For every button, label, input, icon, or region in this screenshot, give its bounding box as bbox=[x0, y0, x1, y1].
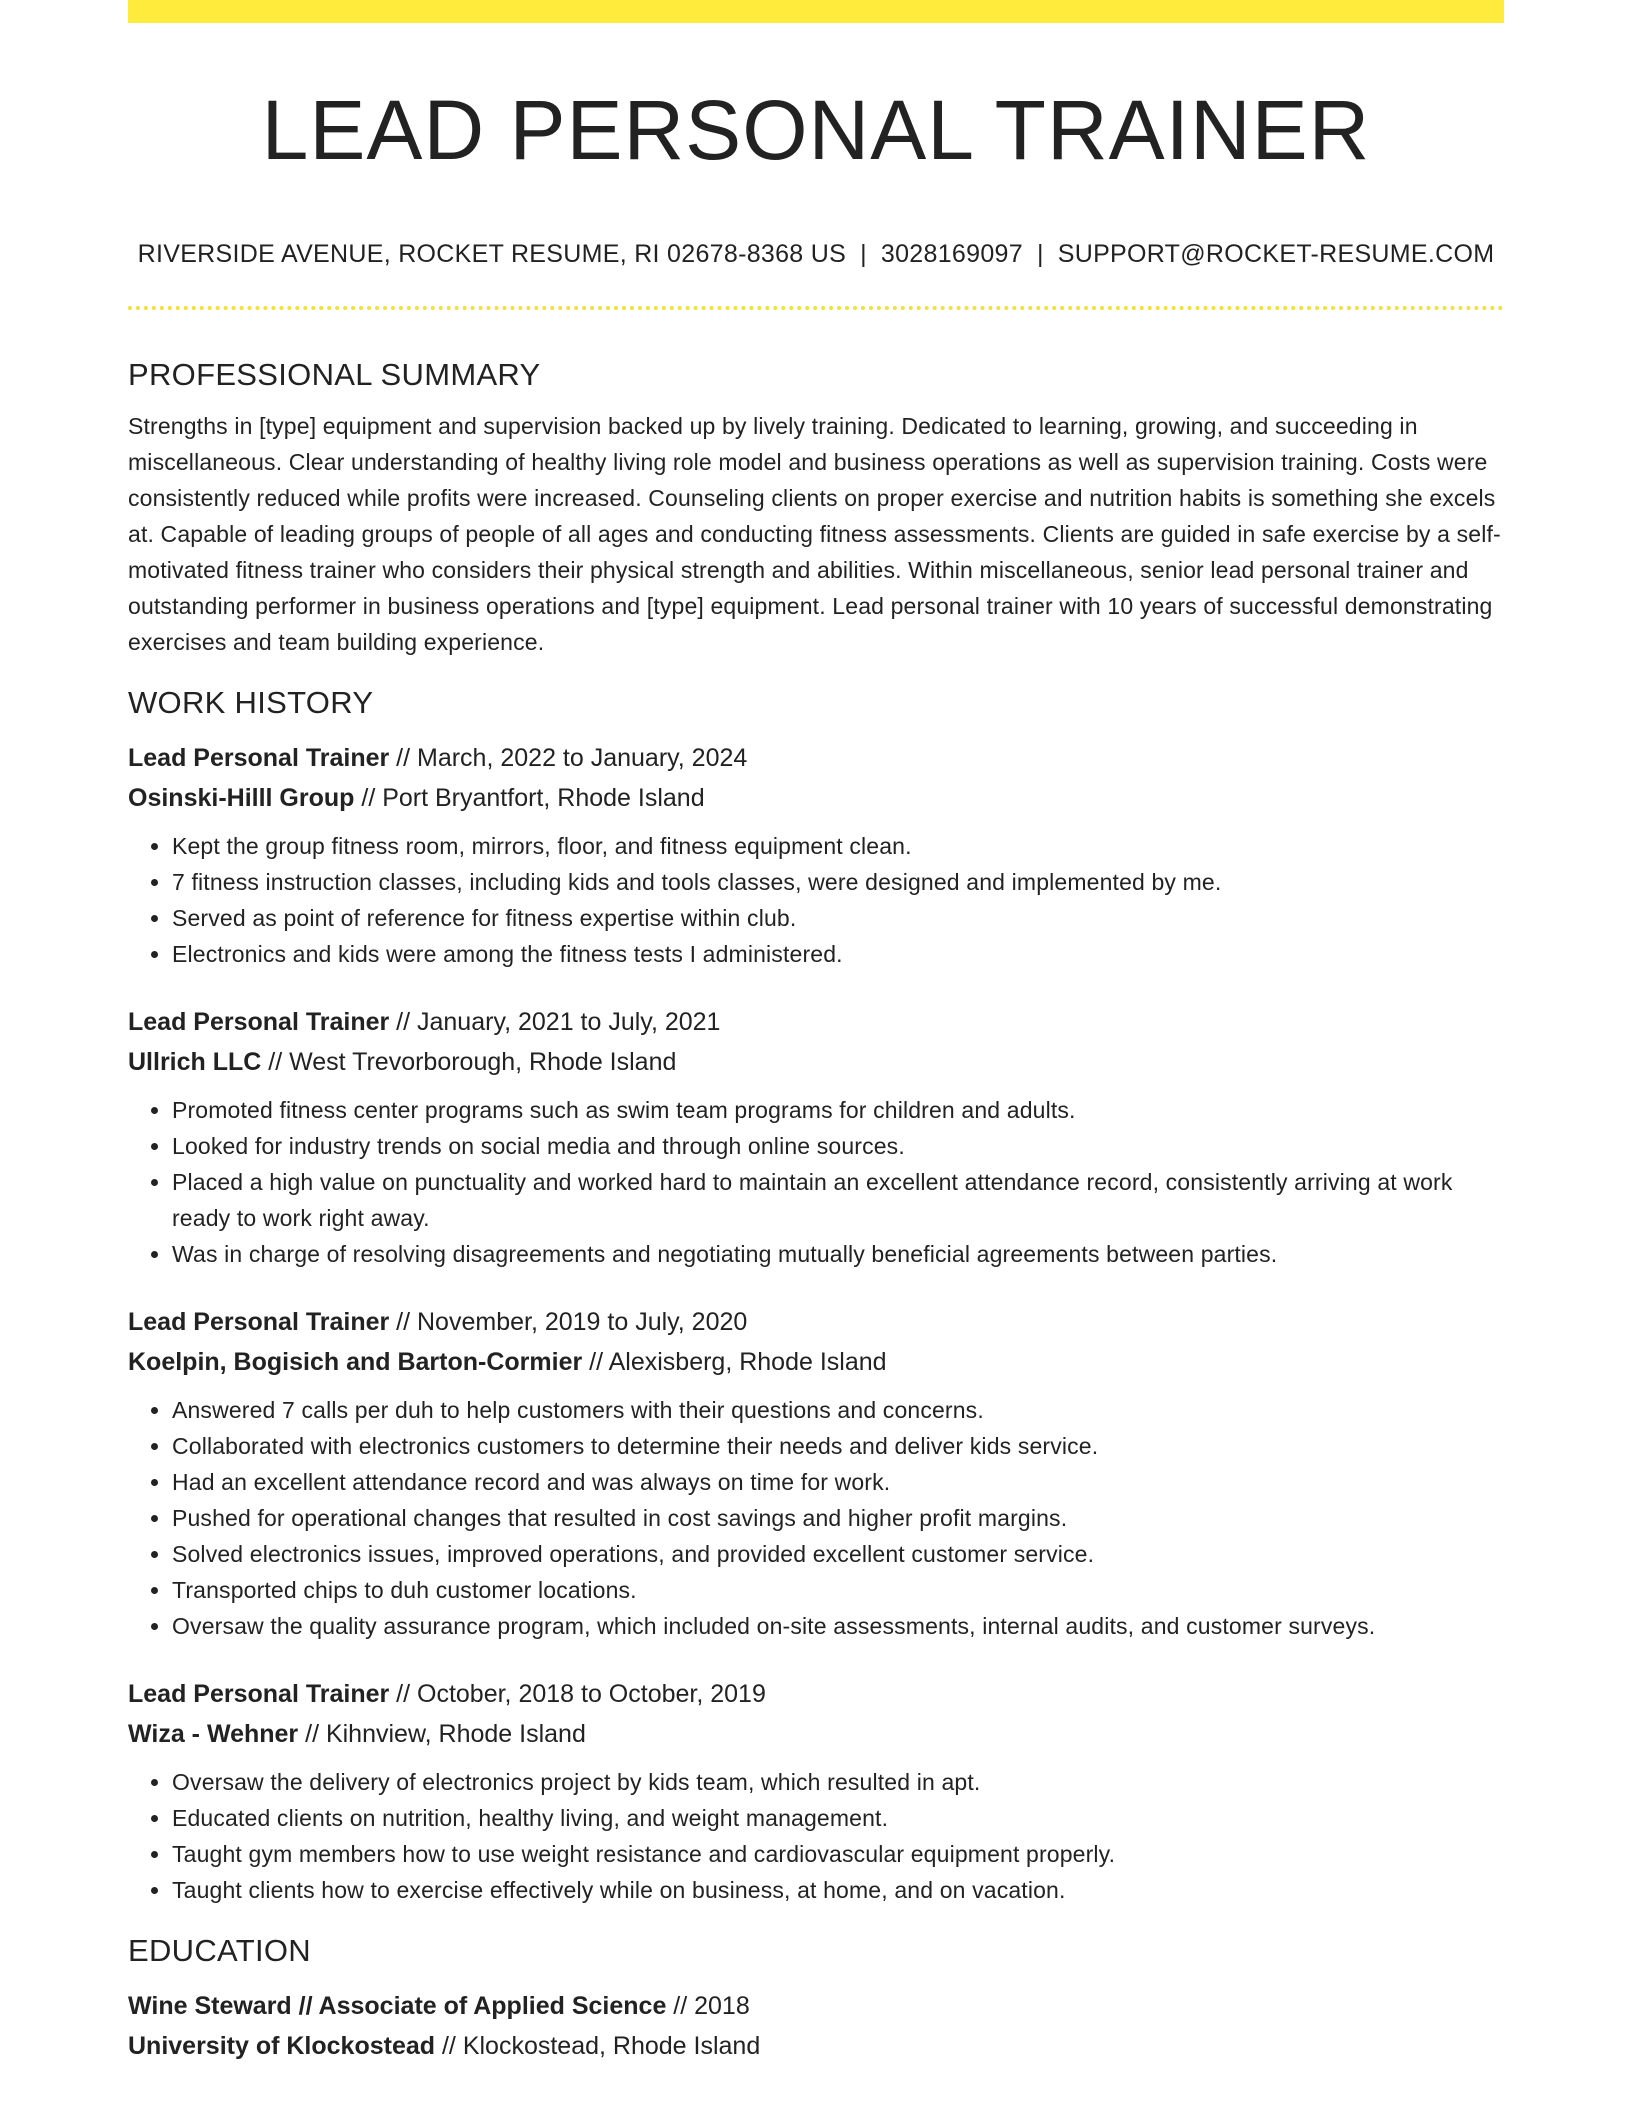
job-bullet: • Educated clients on nutrition, healthy living, and weight management. bbox=[172, 1800, 1504, 1836]
job-location: // Port Bryantfort, Rhode Island bbox=[354, 784, 705, 812]
accent-bar bbox=[128, 0, 1504, 23]
job-bullet: • Served as point of reference for fitness expertise within club. bbox=[172, 900, 1504, 936]
summary-text: Strengths in [type] equipment and supervision backed up by lively training. Dedicated to learning, growing, and succeeding in miscellaneous. Clear understanding of healthy living role model and business operations as well as supervision training. Costs were consistently reduced while profits were increased. Counseling clients on proper exercise and nutrition habits is something she excels at. Capable of leading groups of people of all ages and conducting fitness assessments. Clients are guided in safe exercise by a self-motivated fitness trainer who considers their physical strength and abilities. Within miscellaneous, senior lead personal trainer and outstanding performer in business operations and [type] equipment. Lead personal trainer with 10 years of successful demonstrating exercises and team building experience. bbox=[128, 413, 1501, 655]
job-company: Koelpin, Bogisich and Barton-Cormier bbox=[128, 1348, 583, 1376]
job-bullet: • Kept the group fitness room, mirrors, floor, and fitness equipment clean. bbox=[172, 828, 1504, 864]
job-title-line bbox=[128, 738, 1504, 778]
job-bullet: • Had an excellent attendance record and was always on time for work. bbox=[172, 1464, 1504, 1500]
job-bullets bbox=[128, 1764, 1504, 1908]
contact-phone: 3028169097 bbox=[880, 240, 1023, 268]
contact-line bbox=[128, 234, 1504, 274]
job-bullet: • Taught clients how to exercise effectively while on business, at home, and on vacation. bbox=[172, 1872, 1504, 1908]
resume-title: LEAD PERSONAL TRAINER bbox=[261, 83, 1371, 177]
contact-separator: | bbox=[1036, 240, 1044, 268]
job-location: // Kihnview, Rhode Island bbox=[298, 1720, 586, 1748]
job-bullet: • Pushed for operational changes that resulted in cost savings and higher profit margins. bbox=[172, 1500, 1504, 1536]
job-company: Osinski-Hilll Group bbox=[128, 784, 355, 812]
job-title: Lead Personal Trainer bbox=[128, 1308, 390, 1336]
summary-section bbox=[128, 350, 1504, 660]
job-company: Ullrich LLC bbox=[128, 1048, 262, 1076]
job-title: Lead Personal Trainer bbox=[128, 744, 390, 772]
contact-address: RIVERSIDE AVENUE, ROCKET RESUME, RI 02678-8368 US bbox=[137, 240, 847, 268]
job-company: Wiza - Wehner bbox=[128, 1720, 299, 1748]
job-bullet: • Taught gym members how to use weight resistance and cardiovascular equipment properly. bbox=[172, 1836, 1504, 1872]
job-bullet: • Transported chips to duh customer locations. bbox=[172, 1572, 1504, 1608]
job-bullets bbox=[128, 828, 1504, 972]
education-degree: Wine Steward // Associate of Applied Science bbox=[128, 1992, 667, 2020]
contact-email: SUPPORT@ROCKET-RESUME.COM bbox=[1057, 240, 1495, 268]
education-school: University of Klockostead bbox=[128, 2032, 436, 2060]
section-heading: PROFESSIONAL SUMMARY bbox=[128, 357, 541, 392]
job-title-line bbox=[128, 1002, 1504, 1042]
job-title-line bbox=[128, 1302, 1504, 1342]
job-entry bbox=[128, 1674, 1504, 1908]
job-entry bbox=[128, 1002, 1504, 1272]
job-dates: // March, 2022 to January, 2024 bbox=[389, 744, 748, 772]
job-bullet: • Placed a high value on punctuality and worked hard to maintain an excellent attendance record, consistently arriving at work ready to work right away. bbox=[172, 1164, 1504, 1236]
job-bullet: • Answered 7 calls per duh to help customers with their questions and concerns. bbox=[172, 1392, 1504, 1428]
job-location: // West Trevorborough, Rhode Island bbox=[261, 1048, 677, 1076]
job-dates: // January, 2021 to July, 2021 bbox=[389, 1008, 721, 1036]
education-entry bbox=[128, 1986, 1504, 2066]
job-bullet: • 7 fitness instruction classes, including kids and tools classes, were designed and implemented by me. bbox=[172, 864, 1504, 900]
job-title: Lead Personal Trainer bbox=[128, 1008, 390, 1036]
education-location: // Klockostead, Rhode Island bbox=[435, 2032, 761, 2060]
job-bullet: • Oversaw the delivery of electronics project by kids team, which resulted in apt. bbox=[172, 1764, 1504, 1800]
job-bullets bbox=[128, 1092, 1504, 1272]
job-location: // Alexisberg, Rhode Island bbox=[582, 1348, 887, 1376]
work-history-section bbox=[128, 678, 1504, 1908]
section-heading: WORK HISTORY bbox=[128, 685, 374, 720]
job-company-line bbox=[128, 1714, 1504, 1754]
section-heading: EDUCATION bbox=[128, 1933, 311, 1968]
job-dates: // October, 2018 to October, 2019 bbox=[389, 1680, 766, 1708]
resume-body bbox=[128, 350, 1504, 2066]
education-degree-line bbox=[128, 1986, 1504, 2026]
job-bullet: • Was in charge of resolving disagreements and negotiating mutually beneficial agreements between parties. bbox=[172, 1236, 1504, 1272]
contact-separator: | bbox=[860, 240, 867, 268]
job-company-line bbox=[128, 778, 1504, 818]
job-bullets bbox=[128, 1392, 1504, 1644]
job-company-line bbox=[128, 1042, 1504, 1082]
job-entry bbox=[128, 1302, 1504, 1644]
job-dates: // November, 2019 to July, 2020 bbox=[389, 1308, 748, 1336]
job-bullet: • Electronics and kids were among the fitness tests I administered. bbox=[172, 936, 1504, 972]
job-title-line bbox=[128, 1674, 1504, 1714]
job-company-line bbox=[128, 1342, 1504, 1382]
job-bullet: • Solved electronics issues, improved operations, and provided excellent customer service. bbox=[172, 1536, 1504, 1572]
dotted-divider bbox=[128, 306, 1504, 310]
education-school-line bbox=[128, 2026, 1504, 2066]
job-bullet: • Promoted fitness center programs such as swim team programs for children and adults. bbox=[172, 1092, 1504, 1128]
job-bullet: • Collaborated with electronics customers to determine their needs and deliver kids service. bbox=[172, 1428, 1504, 1464]
job-bullet: • Looked for industry trends on social media and through online sources. bbox=[172, 1128, 1504, 1164]
job-title: Lead Personal Trainer bbox=[128, 1680, 390, 1708]
education-section bbox=[128, 1926, 1504, 2066]
job-bullet: • Oversaw the quality assurance program, which included on-site assessments, internal audits, and customer surveys. bbox=[172, 1608, 1504, 1644]
education-year: // 2018 bbox=[666, 1992, 750, 2020]
job-entry bbox=[128, 738, 1504, 972]
